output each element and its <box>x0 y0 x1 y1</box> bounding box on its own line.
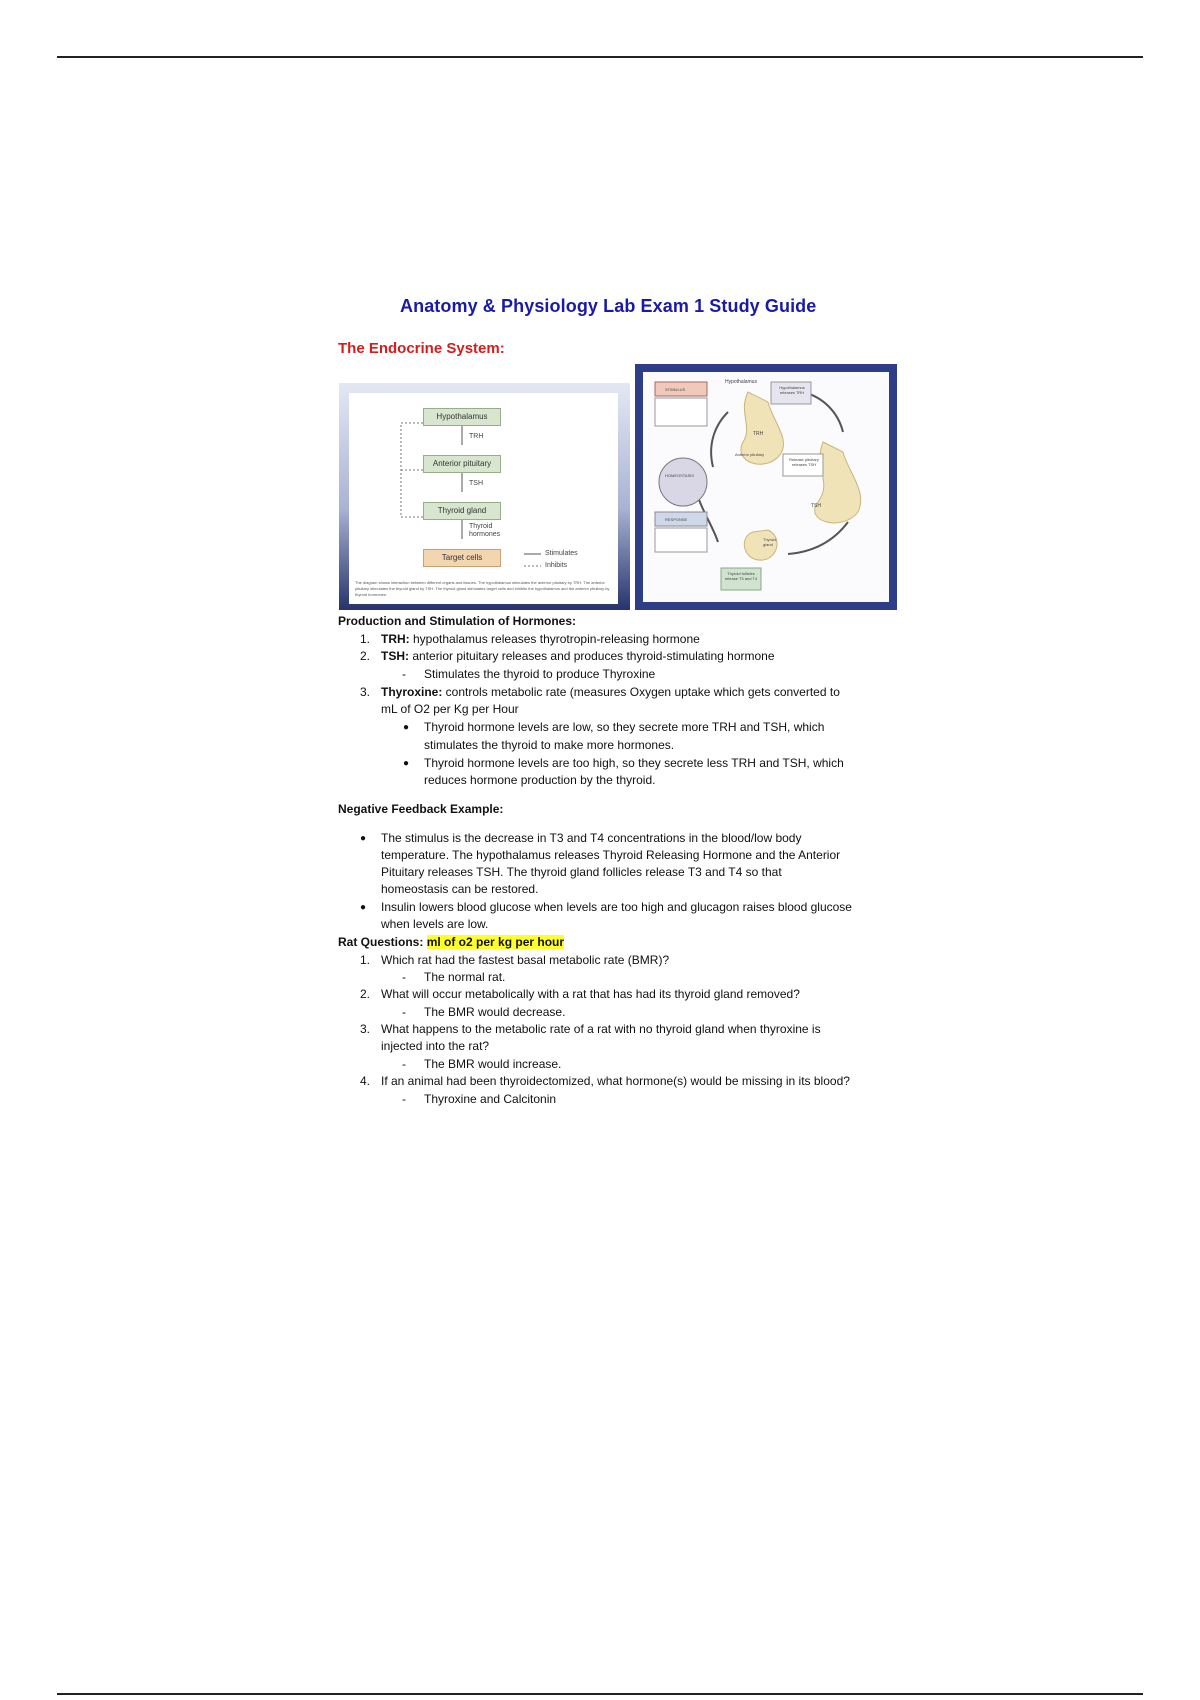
rat-heading: Rat Questions: <box>338 935 424 949</box>
label-tsh: TSH <box>469 480 483 487</box>
rat-answer-4: Thyroxine and Calcitonin <box>424 1092 557 1106</box>
fig2-label-stimulus: STIMULUS <box>665 387 686 392</box>
fig2-label-response: RESPONSE <box>665 517 688 522</box>
prod-bullet-2: ● <box>403 758 410 769</box>
label-trh: TRH <box>469 433 484 440</box>
rat-num-3: 3. <box>360 1022 371 1036</box>
fig2-label-thyroid-follicles: Thyroid follicles release T3 and T4 <box>724 571 758 581</box>
fig2-label-homeostasis: HOMEOSTASIS <box>665 473 695 478</box>
production-heading: Production and Stimulation of Hormones: <box>338 614 576 628</box>
negative-heading: Negative Feedback Example: <box>338 802 504 816</box>
prod-item-2 <box>381 648 775 665</box>
prod-item-1 <box>381 631 700 648</box>
neg-line-5: Insulin lowers blood glucose when levels are too high and glucagon raises blood glucose <box>381 900 852 914</box>
prod-term-thyroxine: Thyroxine: <box>381 685 443 699</box>
thyroid-flowchart-figure <box>339 383 630 610</box>
fig2-label-trh: TRH <box>753 431 764 437</box>
prod-item-3 <box>381 684 840 701</box>
rat-dash-4: - <box>402 1092 406 1106</box>
prod-term-tsh: TSH: <box>381 649 409 663</box>
feedback-cycle-figure <box>635 364 897 610</box>
prod-bullet-2-text: Thyroid hormone levels are too high, so they secrete less TRH and TSH, which <box>424 756 844 770</box>
neg-bullet-1: ● <box>360 833 367 844</box>
prod-num-3: 3. <box>360 685 371 699</box>
rat-units-highlight: ml of o2 per kg per hour <box>426 935 565 949</box>
neg-line-2: temperature. The hypothalamus releases Thyroid Releasing Hormone and the Anterior <box>381 848 841 862</box>
legend-stimulates: Stimulates <box>545 550 578 557</box>
rat-question-3: What happens to the metabolic rate of a rat with no thyroid gland when thyroxine is <box>381 1022 821 1036</box>
fig2-label-release-pituitary: Release pituitary releases TSH <box>789 457 819 467</box>
rat-dash-2: - <box>402 1005 406 1019</box>
prod-num-1: 1. <box>360 632 371 646</box>
box-hypothalamus: Hypothalamus <box>423 408 501 426</box>
fig2-label-tsh: TSH <box>811 503 821 509</box>
fig2-label-thyroid-gland: Thyroid gland <box>763 537 777 547</box>
box-target-cells: Target cells <box>423 549 501 567</box>
rat-answer-3: The BMR would increase. <box>424 1057 562 1071</box>
feedback-cycle-drawing <box>643 372 889 602</box>
rat-question-3-cont: injected into the rat? <box>381 1039 490 1053</box>
prod-bullet-2-cont: reduces hormone production by the thyroid. <box>424 773 656 787</box>
rat-num-4: 4. <box>360 1074 371 1088</box>
prod-item-3-cont: mL of O2 per Kg per Hour <box>381 702 519 716</box>
prod-bullet-1-text: Thyroid hormone levels are low, so they secrete more TRH and TSH, which <box>424 720 825 734</box>
fig2-label-hypothalamus: Hypothalamus <box>725 379 757 385</box>
box-anterior-pituitary: Anterior pituitary <box>423 455 501 473</box>
neg-line-6: when levels are low. <box>381 917 489 931</box>
prod-dash-1: - <box>402 667 406 681</box>
rat-dash-1: - <box>402 970 406 984</box>
prod-text-tsh: anterior pituitary releases and produces thyroid-stimulating hormone <box>409 649 775 663</box>
rat-dash-3: - <box>402 1057 406 1071</box>
rat-answer-2: The BMR would decrease. <box>424 1005 566 1019</box>
rat-num-1: 1. <box>360 953 371 967</box>
label-thyroid-hormones: Thyroid hormones <box>469 523 501 538</box>
figure-caption: The diagram shows interaction between different organs and tissues. The hypothalamus stimulates the anterior pituitary by TRH. The anterior pituitary stimulates the thyroid gland by TSH. The thyroid gland stimulates target cells and inhibits the hypothalamus and the anterior pituitary by thyroid hormones. <box>355 580 610 597</box>
prod-subitem-1: Stimulates the thyroid to produce Thyroxine <box>424 667 656 681</box>
rat-question-4: If an animal had been thyroidectomized, what hormone(s) would be missing in its blood? <box>381 1074 850 1088</box>
rat-answer-1: The normal rat. <box>424 970 506 984</box>
prod-text-trh: hypothalamus releases thyrotropin-releasing hormone <box>409 632 700 646</box>
top-rule <box>57 56 1143 58</box>
box-thyroid-gland: Thyroid gland <box>423 502 501 520</box>
neg-line-1: The stimulus is the decrease in T3 and T4 concentrations in the blood/low body <box>381 831 802 845</box>
prod-bullet-1: ● <box>403 722 410 733</box>
section-title: The Endocrine System: <box>338 340 505 357</box>
rat-question-1: Which rat had the fastest basal metabolic rate (BMR)? <box>381 953 670 967</box>
prod-term-trh: TRH: <box>381 632 410 646</box>
neg-line-4: homeostasis can be restored. <box>381 882 539 896</box>
rat-num-2: 2. <box>360 987 371 1001</box>
neg-line-3: Pituitary releases TSH. The thyroid gland follicles release T3 and T4 so that <box>381 865 782 879</box>
page-title: Anatomy & Physiology Lab Exam 1 Study Guide <box>400 296 817 316</box>
legend-inhibits: Inhibits <box>545 562 568 569</box>
bottom-rule <box>57 1693 1143 1695</box>
fig2-label-hypothalamus-releases-trh: Hypothalamus releases TRH <box>779 385 805 395</box>
rat-question-2: What will occur metabolically with a rat that has had its thyroid gland removed? <box>381 987 800 1001</box>
neg-bullet-2: ● <box>360 902 367 913</box>
prod-text-thyroxine: controls metabolic rate (measures Oxygen uptake which gets converted to <box>442 685 840 699</box>
prod-num-2: 2. <box>360 649 371 663</box>
fig2-label-anterior-pituitary: Anterior pituitary <box>735 452 765 457</box>
prod-bullet-1-cont: stimulates the thyroid to make more hormones. <box>424 738 675 752</box>
rat-heading-line <box>338 934 564 951</box>
